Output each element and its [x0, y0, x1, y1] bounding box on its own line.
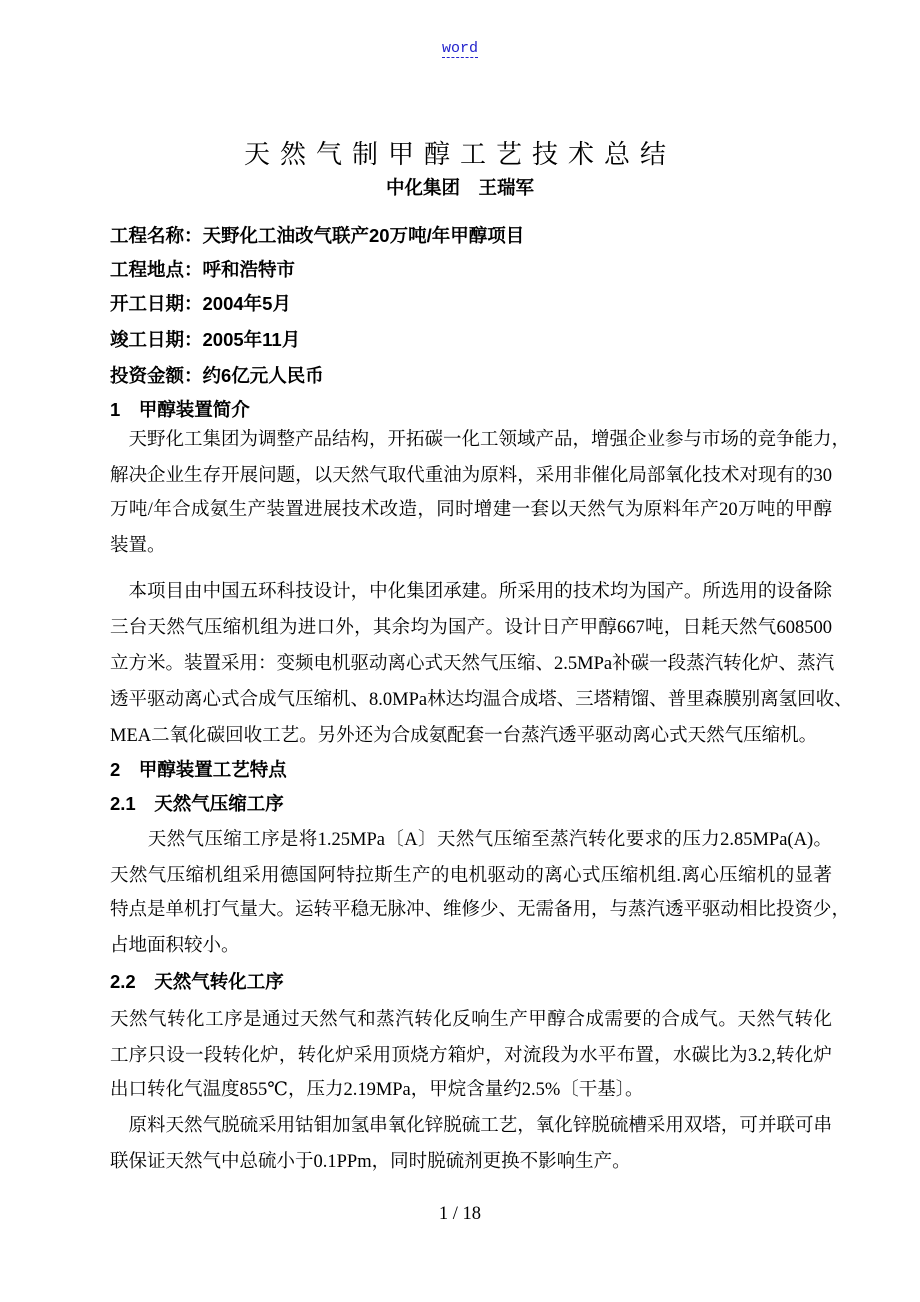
section-heading-1: 1 甲醇装置简介: [110, 399, 250, 420]
paragraph-line: 透平驱动离心式合成气压缩机、8.0MPa林达均温合成塔、三塔精馏、普里森膜别离氢回收、: [110, 690, 853, 710]
paragraph-line: 装置。: [110, 536, 166, 556]
page-number: 1 / 18: [438, 1204, 482, 1224]
paragraph-line: 天野化工集团为调整产品结构，开拓碳一化工领域产品，增强企业参与市场的竞争能力，: [110, 430, 851, 450]
info-end-date: 竣工日期：2005年11月: [110, 329, 301, 350]
header-word-link[interactable]: word: [441, 40, 478, 57]
document-title: 天然气制甲醇工艺技术总结: [243, 139, 676, 169]
paragraph-line: 天然气转化工序是通过天然气和蒸汽转化反响生产甲醇合成需要的合成气。天然气转化: [110, 1010, 832, 1030]
info-investment: 投资金额：约6亿元人民币: [110, 365, 324, 386]
paragraph-line: 三台天然气压缩机组为进口外，其余均为国产。设计日产甲醇667吨，日耗天然气608500: [110, 618, 832, 638]
paragraph-line: 立方米。装置采用：变频电机驱动离心式天然气压缩、2.5MPa补碳一段蒸汽转化炉、蒸汽: [110, 654, 835, 674]
paragraph-line: 特点是单机打气量大。运转平稳无脉冲、维修少、无需备用，与蒸汽透平驱动相比投资少，: [110, 900, 851, 920]
info-project-name: 工程名称：天野化工油改气联产20万吨/年甲醇项目: [110, 225, 525, 246]
paragraph-line: 工序只设一段转化炉，转化炉采用顶烧方箱炉，对流段为水平布置，水碳比为3.2,转化炉: [110, 1046, 832, 1066]
section-heading-2-1: 2.1 天然气压缩工序: [110, 793, 284, 814]
paragraph-line: 解决企业生存开展问题，以天然气取代重油为原料，采用非催化局部氧化技术对现有的30: [110, 466, 832, 486]
paragraph-line: 占地面积较小。: [110, 936, 240, 956]
paragraph-line: 天然气压缩机组采用德国阿特拉斯生产的电机驱动的离心式压缩机组.离心压缩机的显著: [110, 866, 832, 886]
info-location: 工程地点：呼和浩特市: [110, 259, 296, 280]
page-header: [0, 40, 920, 57]
paragraph-line: 联保证天然气中总硫小于0.1PPm，同时脱硫剂更换不影响生产。: [110, 1152, 631, 1172]
paragraph-line: 原料天然气脱硫采用钴钼加氢串氧化锌脱硫工艺，氧化锌脱硫槽采用双塔，可并联可串: [110, 1116, 832, 1136]
paragraph-line: MEA二氧化碳回收工艺。另外还为合成氨配套一台蒸汽透平驱动离心式天然气压缩机。: [110, 726, 818, 746]
info-start-date: 开工日期：2004年5月: [110, 293, 291, 314]
section-heading-2-2: 2.2 天然气转化工序: [110, 971, 284, 992]
section-heading-2: 2 甲醇装置工艺特点: [110, 759, 287, 780]
paragraph-line: 出口转化气温度855℃，压力2.19MPa，甲烷含量约2.5%〔干基〕。: [110, 1080, 644, 1100]
paragraph-line: 本项目由中国五环科技设计，中化集团承建。所采用的技术均为国产。所选用的设备除: [110, 582, 832, 602]
document-author: 中化集团 王瑞军: [385, 177, 534, 198]
paragraph-line: 万吨/年合成氨生产装置进展技术改造，同时增建一套以天然气为原料年产20万吨的甲醇: [110, 500, 832, 520]
paragraph-line: 天然气压缩工序是将1.25MPa〔A〕天然气压缩至蒸汽转化要求的压力2.85MPa(A)。: [110, 830, 832, 850]
